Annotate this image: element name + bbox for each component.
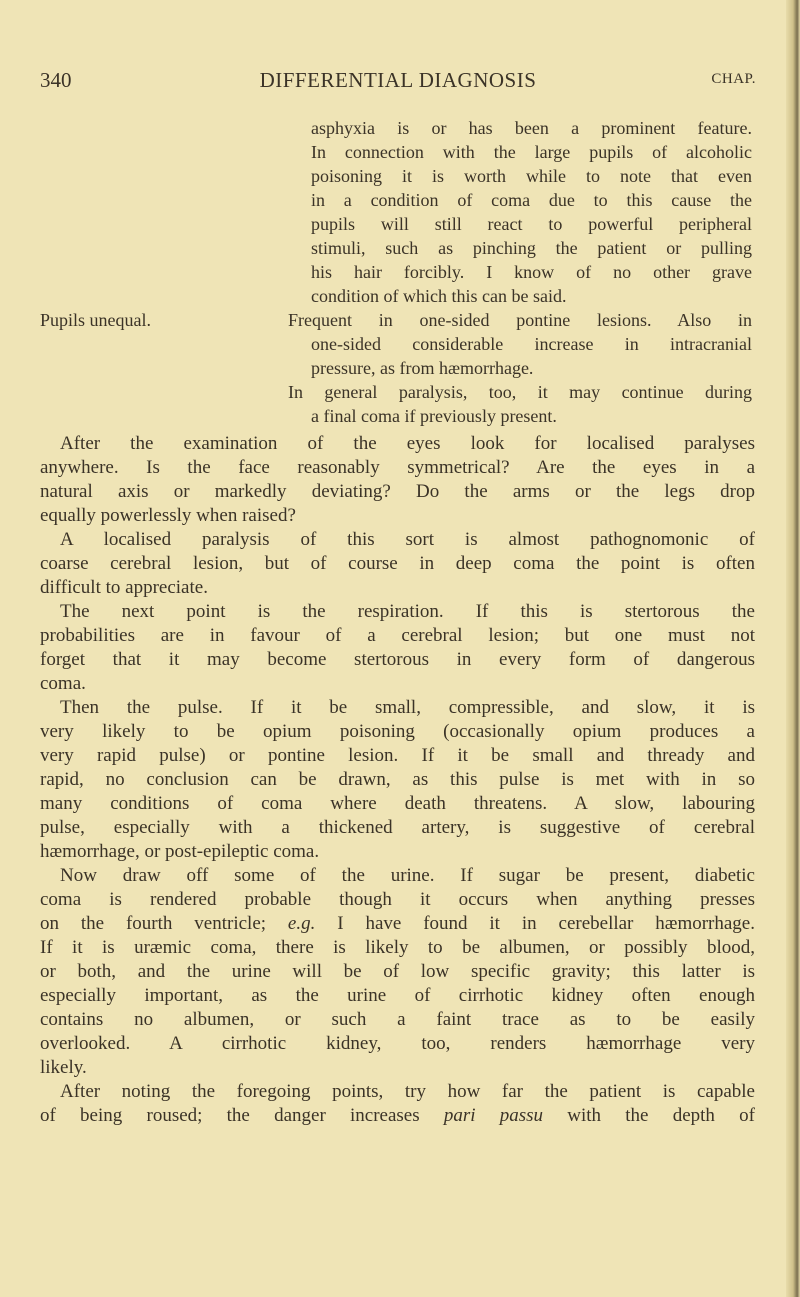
text-line: asphyxia is or has been a prominent feature.	[311, 118, 752, 138]
text-line: pulse, especially with a thickened artery, is suggestive of cerebral	[40, 817, 755, 838]
text-line: coma is rendered probable though it occurs when anything presses	[40, 889, 755, 910]
text-line: rapid, no conclusion can be drawn, as this pulse is met with in so	[40, 769, 755, 790]
text-line: especially important, as the urine of cirrhotic kidney often enough	[40, 985, 755, 1006]
text-line: very rapid pulse) or pontine lesion. If it be small and thready and	[40, 745, 755, 766]
indented-block	[288, 116, 752, 428]
text-line: pressure, as from hæmorrhage.	[311, 358, 534, 378]
text-line: contains no albumen, or such a faint trace as to be easily	[40, 1009, 755, 1030]
text-line: equally powerlessly when raised?	[40, 505, 296, 526]
text-line: In connection with the large pupils of alcoholic	[311, 142, 752, 162]
text-line: probabilities are in favour of a cerebral lesion; but one must not	[40, 625, 755, 646]
text-line: Now draw off some of the urine. If sugar be present, diabetic	[60, 865, 755, 886]
margin-note: Pupils unequal.	[40, 310, 151, 330]
text-line: A localised paralysis of this sort is almost pathognomonic of	[60, 529, 755, 550]
text-line: anywhere. Is the face reasonably symmetrical? Are the eyes in a	[40, 457, 755, 478]
running-header	[40, 68, 756, 94]
text-line: pupils will still react to powerful peripheral	[311, 214, 752, 234]
text-line: on the fourth ventricle; e.g. I have found it in cerebellar hæmorrhage.	[40, 913, 755, 934]
text-line: a final coma if previously present.	[311, 406, 557, 426]
text-line: one-sided considerable increase in intracranial	[311, 334, 752, 354]
text-line: natural axis or markedly deviating? Do the arms or the legs drop	[40, 481, 755, 502]
text-line: coma.	[40, 673, 86, 694]
running-title: DIFFERENTIAL DIAGNOSIS	[259, 68, 537, 92]
text-line: poisoning it is worth while to note that even	[311, 166, 752, 186]
text-line: difficult to appreciate.	[40, 577, 208, 598]
text-line: forget that it may become stertorous in every form of dangerous	[40, 649, 755, 670]
body-text	[40, 432, 755, 1128]
text-line: After noting the foregoing points, try how far the patient is capable	[60, 1081, 755, 1102]
text-line: likely.	[40, 1057, 87, 1078]
page-edge	[786, 0, 800, 1297]
text-line: condition of which this can be said.	[311, 286, 567, 306]
chapter-label: CHAP.	[711, 71, 756, 87]
text-line: coarse cerebral lesion, but of course in deep coma the point is often	[40, 553, 755, 574]
page-number: 340	[40, 68, 72, 92]
text-line: hæmorrhage, or post-epileptic coma.	[40, 841, 320, 862]
text-line: After the examination of the eyes look for localised paralyses	[60, 433, 755, 454]
text-line: his hair forcibly. I know of no other grave	[311, 262, 752, 282]
text-line: If it is uræmic coma, there is likely to be albumen, or possibly blood,	[40, 937, 755, 958]
text-line: many conditions of coma where death threatens. A slow, labouring	[40, 793, 755, 814]
text-line: In general paralysis, too, it may continue during	[288, 382, 752, 402]
text-line: of being roused; the danger increases pari passu with the depth of	[40, 1105, 755, 1126]
text-line: or both, and the urine will be of low specific gravity; this latter is	[40, 961, 755, 982]
text-line: Then the pulse. If it be small, compressible, and slow, it is	[60, 697, 755, 718]
text-line: Frequent in one-sided pontine lesions. Also in	[288, 310, 752, 330]
text-line: very likely to be opium poisoning (occasionally opium produces a	[40, 721, 755, 742]
text-line: stimuli, such as pinching the patient or pulling	[311, 238, 752, 258]
text-line: in a condition of coma due to this cause the	[311, 190, 752, 210]
text-line: The next point is the respiration. If this is stertorous the	[60, 601, 755, 622]
text-line: overlooked. A cirrhotic kidney, too, renders hæmorrhage very	[40, 1033, 755, 1054]
